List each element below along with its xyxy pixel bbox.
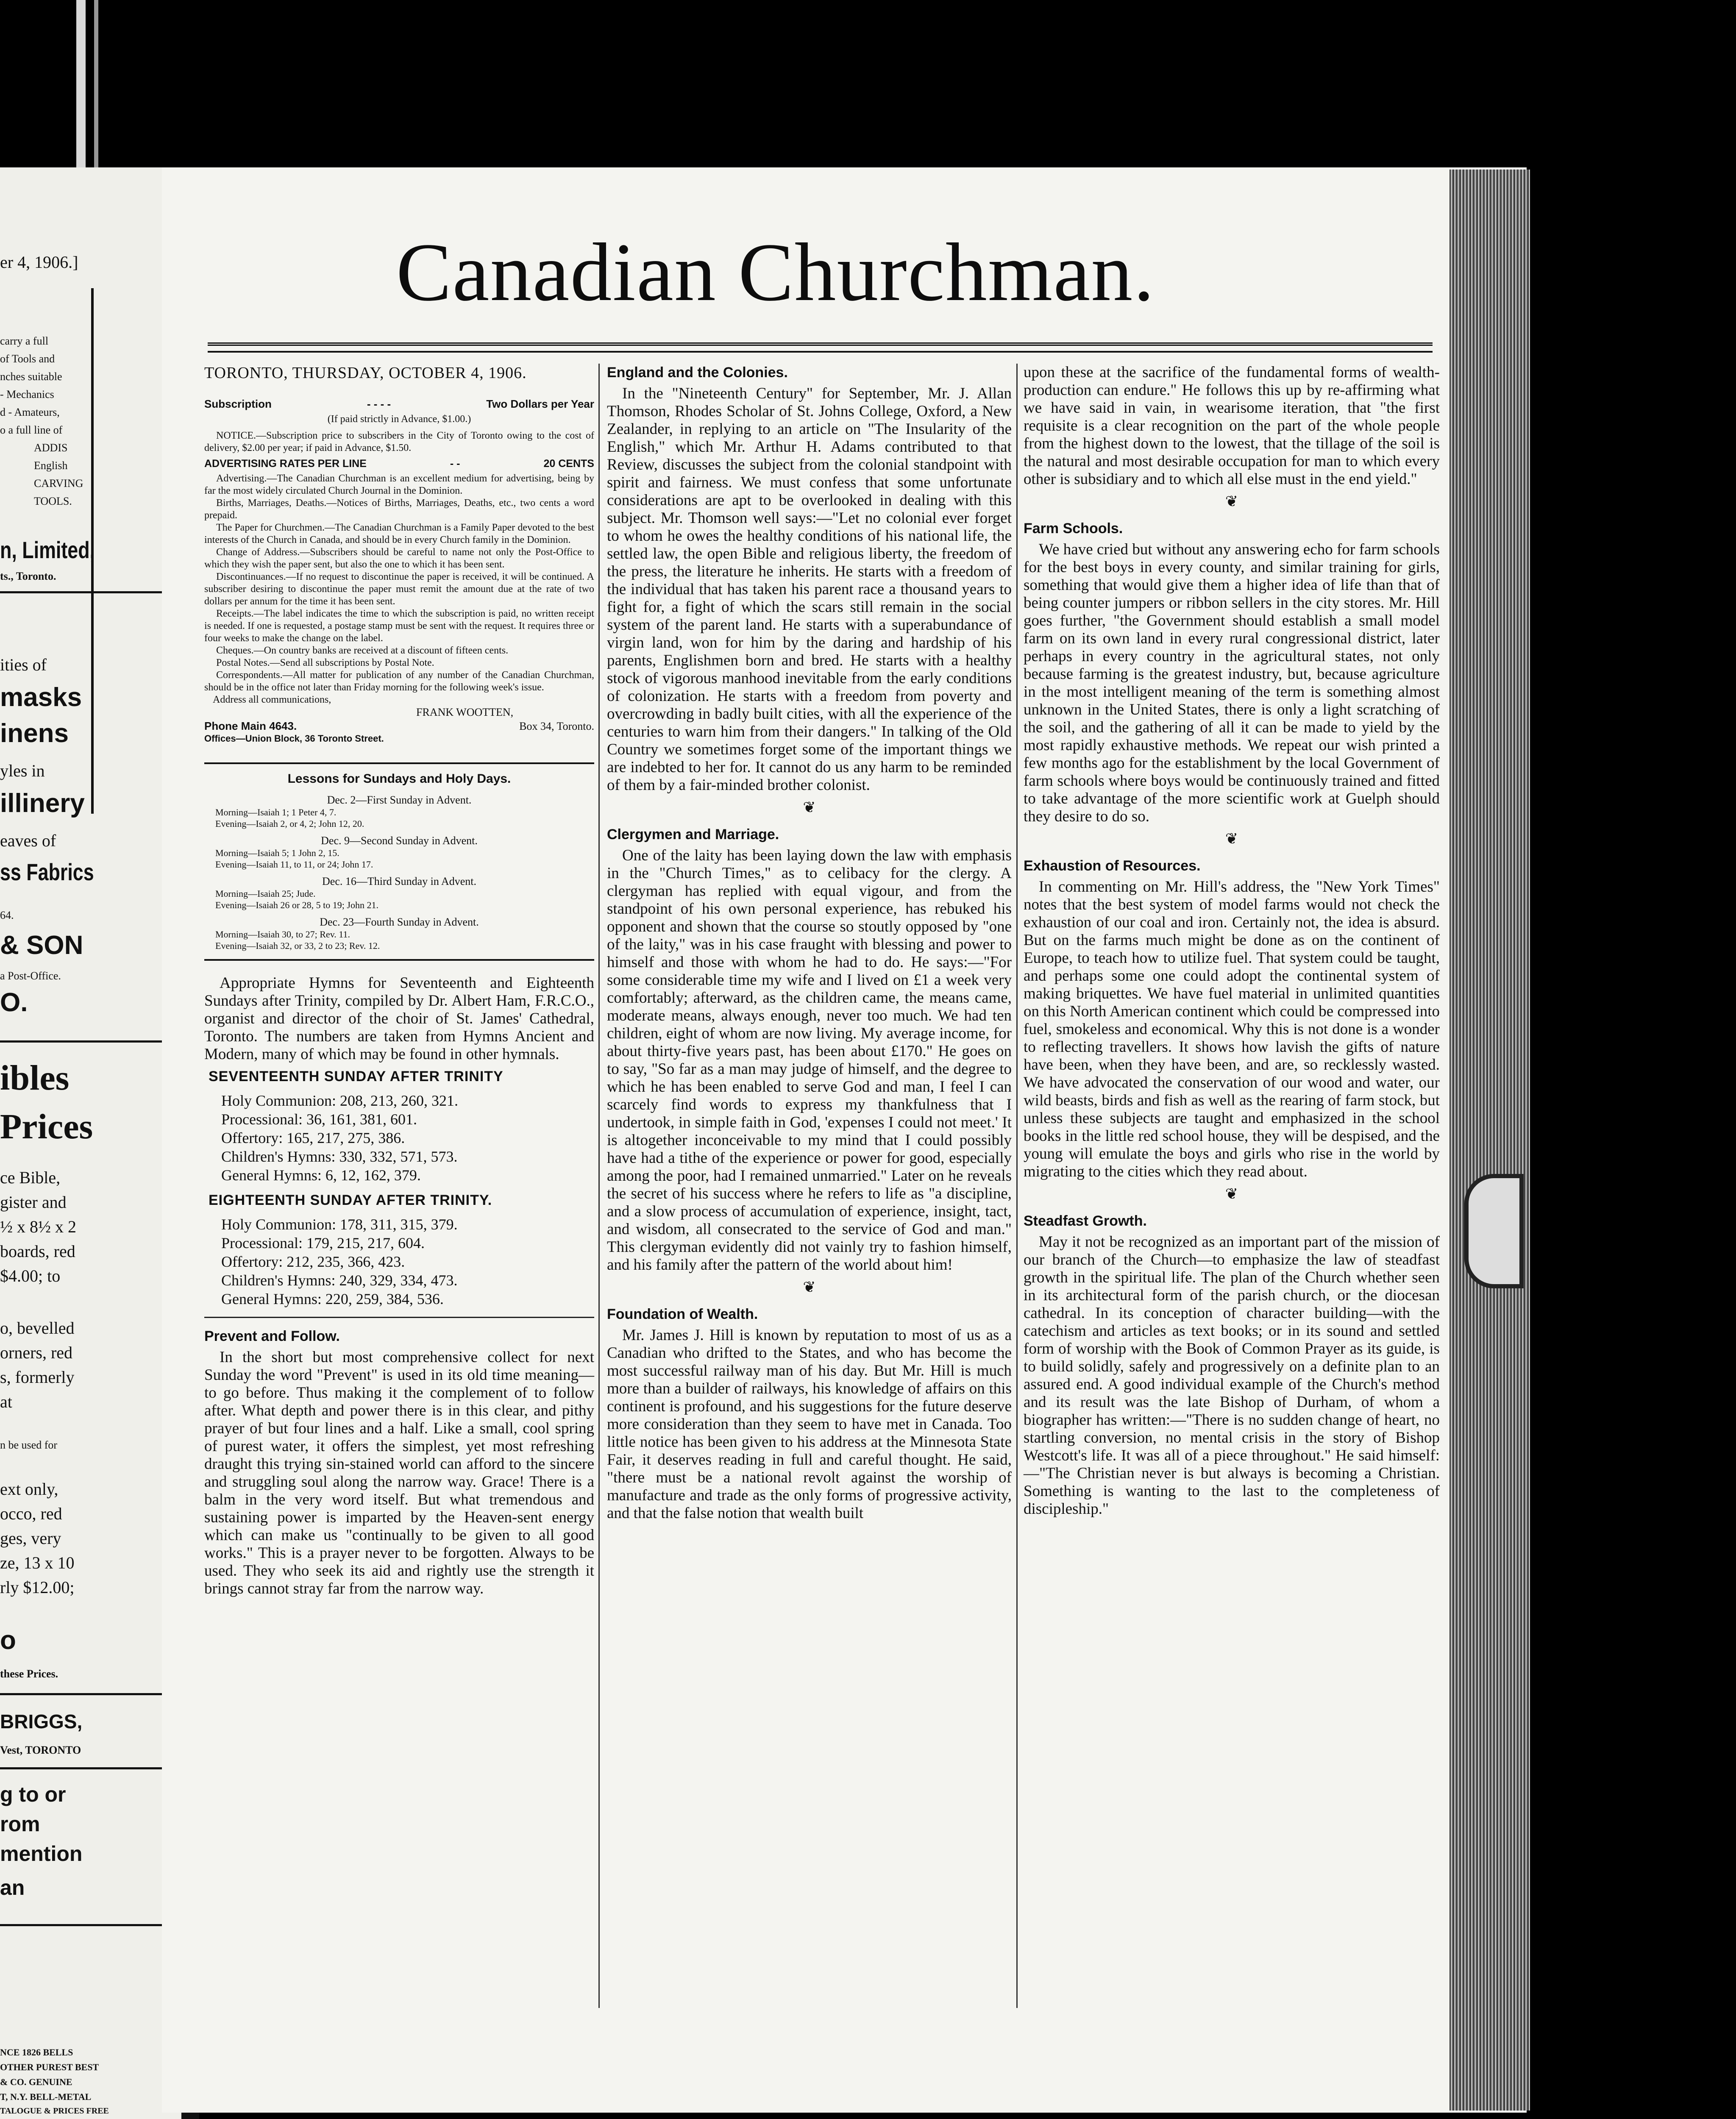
ad-fragment: ze, 13 x 10	[0, 1553, 75, 1572]
hymn-item: General Hymns: 220, 259, 384, 536.	[221, 1290, 444, 1307]
column-divider	[1016, 364, 1018, 2008]
hymn-item: Processional: 179, 215, 217, 604.	[221, 1235, 425, 1251]
ad-fragment: mention	[0, 1842, 83, 1866]
ornament: ❦	[1225, 493, 1238, 510]
facing-page-fragment	[0, 167, 181, 2119]
column-3	[1024, 364, 1440, 1518]
ad-fragment: occo, red	[0, 1504, 62, 1523]
ad-line: - Mechanics	[0, 388, 54, 400]
ad-fragment: ts., Toronto.	[0, 570, 56, 582]
masthead-title: Canadian Churchman.	[396, 226, 1155, 318]
subscription-label: Subscription	[204, 398, 272, 410]
hymn-heading: SEVENTEENTH SUNDAY AFTER TRINITY	[209, 1068, 504, 1085]
ad-fragment: Vest, TORONTO	[0, 1744, 81, 1756]
ad-fragment: masks	[0, 683, 82, 712]
ad-fragment: inens	[0, 719, 69, 748]
ad-fragment: OTHER PUREST BEST	[0, 2062, 99, 2072]
article-paragraph: In the short but most comprehensive collect for next Sunday the word "Prevent" is used in its old time meaning—to go before. Thus making it the complement of to follow after. What depth and power there is in this clear, and pithy prayer of but four lines and a half. Like a small, cool spring of purest water, it offers the simplest, yet most refreshing draught this trying sin-stained world can afford to the sincere and struggling soul along the narrow way. Grace! There is a balm in the very word itself. But what tremendous and sustaining power is imparted by the Heaven-sent energy which can make us "continually to be given to all good works." This is a prayer never to be forgotten. Always to be used. They who seek its aid and rightly use the strength it brings cannot stray far from the narrow way.	[204, 1349, 594, 1597]
terms-list	[204, 473, 594, 745]
terms-paragraph: Advertising.—The Canadian Churchman is an excellent medium for advertising, being by far the most widely circulated Church Journal in the Dominion.	[204, 473, 594, 496]
ad-fragment: 64.	[0, 909, 14, 921]
page-edges	[1449, 170, 1530, 2111]
ad-line: carry a full	[0, 335, 49, 347]
ad-fragment: illinery	[0, 789, 85, 818]
ad-fragment: & SON	[0, 931, 83, 960]
ad-line: English	[34, 459, 68, 472]
advance-price: (If paid strictly in Advance, $1.00.)	[327, 414, 471, 425]
lessons-box	[204, 762, 594, 961]
hymn-item: Processional: 36, 161, 381, 601.	[221, 1111, 417, 1128]
ad-fragment: rom	[0, 1812, 40, 1836]
article-heading: Clergymen and Marriage.	[607, 826, 779, 843]
article-paragraph: Mr. James J. Hill is known by reputation to most of us as a Canadian who drifted to the States, and who has become the most successful railway man of his day. But Mr. Hill is much more than a builder of railways, his knowledge of affairs on this continent is profound, and his suggestions for the future deserve more consideration than they seem to have met in Canada. Too little notice has been given to his address at the Minnesota State Fair, it deserves reading in full and careful thought. He said, "there must be a national revolt against the worship of manufacture and trade as the only forms of progressive activity, and that the false notion that wealth built	[607, 1326, 1012, 1522]
ad-fragment: ibles	[0, 1058, 70, 1098]
terms-paragraph: Discontinuances.—If no request to discontinue the paper is received, it will be continued. A subscriber desiring to discontinue the paper must remit the amount due at the rate of two dollars per annum for the time it has been sent.	[204, 571, 594, 607]
address-line: Address all communications,	[213, 694, 331, 705]
dateline: TORONTO, THURSDAY, OCTOBER 4, 1906.	[204, 364, 527, 382]
ornament: ❦	[803, 799, 816, 816]
ad-fragment: ext only,	[0, 1479, 58, 1499]
lesson-entry	[204, 916, 594, 951]
ad-fragment: & CO. GENUINE	[0, 2077, 72, 2087]
ad-fragment: ges, very	[0, 1529, 61, 1548]
column-1	[204, 364, 594, 1598]
article-heading: Exhaustion of Resources.	[1024, 858, 1201, 874]
ad-fragment: T, N.Y. BELL-METAL	[0, 2091, 92, 2102]
editor-name: FRANK WOOTTEN,	[416, 706, 514, 718]
lesson-morning: Morning—Isaiah 1; 1 Peter 4, 7.	[215, 807, 337, 818]
ad-fragment: n, Limited,	[0, 537, 95, 563]
terms-paragraph: The Paper for Churchmen.—The Canadian Churchman is a Family Paper devoted to the best interests of the Church in Canada, and should be in every Church family in the Dominion.	[204, 522, 594, 545]
ad-line: ADDIS	[34, 442, 68, 454]
terms-paragraph: Births, Marriages, Deaths.—Notices of Births, Marriages, Deaths, etc., two cents a word prepaid.	[204, 498, 594, 521]
article-heading: Farm Schools.	[1024, 520, 1123, 537]
hymn-item: Holy Communion: 208, 213, 260, 321.	[221, 1092, 459, 1109]
hymn-heading: EIGHTEENTH SUNDAY AFTER TRINITY.	[209, 1192, 492, 1208]
binding-clip	[1464, 1174, 1524, 1288]
ad-fragment: these Prices.	[0, 1668, 58, 1680]
hymn-item: Offertory: 212, 235, 366, 423.	[221, 1253, 405, 1270]
ad-fragment: $4.00; to	[0, 1266, 61, 1285]
lesson-evening: Evening—Isaiah 32, or 33, 2 to 23; Rev. 12.	[215, 940, 380, 951]
ad-fragment: at	[0, 1392, 12, 1411]
hymn-item: Children's Hymns: 240, 329, 334, 473.	[221, 1272, 458, 1289]
ornament: ❦	[1225, 830, 1238, 847]
column-2	[607, 364, 1012, 1522]
ad-fragment: s, formerly	[0, 1368, 75, 1387]
ad-fragment: Prices	[0, 1107, 93, 1146]
hymn-group	[204, 1215, 594, 1308]
ad-line: CARVING	[34, 477, 83, 489]
ad-line: d - Amateurs,	[0, 406, 60, 418]
hymn-group	[204, 1091, 594, 1185]
ad-fragment: o	[0, 1626, 16, 1655]
hymn-item: General Hymns: 6, 12, 162, 379.	[221, 1167, 421, 1184]
ad-fragment: yles in	[0, 761, 45, 780]
ad-fragment: n be used for	[0, 1439, 58, 1451]
ad-rates-dots: - -	[450, 458, 460, 470]
ad-fragment: g to or	[0, 1783, 66, 1806]
lesson-entry	[204, 834, 594, 870]
box-address: Box 34, Toronto.	[519, 720, 594, 732]
ad-rates-price: 20 CENTS	[543, 458, 594, 470]
ad-fragment: a Post-Office.	[0, 970, 61, 982]
ornament: ❦	[1225, 1185, 1238, 1202]
ad-fragment: ities of	[0, 655, 47, 674]
terms-paragraph: Cheques.—On country banks are received at a discount of fifteen cents.	[216, 645, 509, 656]
ad-fragment: gister and	[0, 1193, 67, 1212]
ad-fragment: boards, red	[0, 1242, 75, 1261]
hymn-item: Holy Communion: 178, 311, 315, 379.	[221, 1216, 458, 1233]
facing-page-date: er 4, 1906.]	[0, 253, 78, 272]
lesson-morning: Morning—Isaiah 30, to 27; Rev. 11.	[215, 929, 350, 940]
masthead-rule	[208, 342, 1433, 353]
article-heading: Prevent and Follow.	[204, 1328, 340, 1344]
terms-paragraph: Receipts.—The label indicates the time to which the subscription is paid, no written receipt is needed. If one is requested, a postage stamp must be sent with the request. It requires three or four weeks to make the change on the label.	[204, 608, 594, 644]
article-paragraph: In commenting on Mr. Hill's address, the "New York Times" notes that the best system of model farms would not check the exhaustion of our coal and iron. Certainly not, the idea is absurd. But on the farms much might be done as on the continent of Europe, to teach how to utilize fuel. That system could be taught, and perhaps some one could adopt the continental system of making briquettes. We have fuel material in unlimited quantities on this North American continent which could be compressed into fuel, smokeless and economical. Why this is not done is a wonder to reflecting travellers. It shows how lavish the gifts of nature have been, when they have been, and are, so recklessly wasted. We have advocated the conservation of our wood and water, our wild beasts, birds and fish as well as the rearing of farm stock, but unless these subjects are taught and emphasized in the school books in the little red school house, they will be despised, and the young will emulate the boys and girls who rise in the world by migrating to the cities which they read about.	[1024, 878, 1440, 1180]
ad-fragment: o, bevelled	[0, 1318, 75, 1338]
lesson-entry	[204, 875, 594, 911]
terms-paragraph: Change of Address.—Subscribers should be careful to name not only the Post-Office to which they wish the paper sent, but also the one to which it has been sent.	[204, 547, 594, 570]
ad-fragment: orners, red	[0, 1343, 73, 1362]
phone-number: Phone Main 4643.	[204, 720, 297, 732]
article-paragraph: In the "Nineteenth Century" for September, Mr. J. Allan Thomson, Rhodes Scholar of St. Johns College, Oxford, a New Zealander, in replying to an article on "The Insularity of the English," which Mr. Arthur H. Adams contributed to that Review, discusses the subject from the colonial standpoint with spirit and fairness. We must confess that some unfortunate considerations are apt to be overlooked in dealing with this subject. Mr. Thomson well says:—"Let no colonial ever forget to whom he owes the healthy conditions of his national life, the settled law, the open Bible and religious liberty, the freedom of the press, the literature he inherits. He starts with a freedom of the individual that has taken his parent race a thousand years to fight for, a fight of which the scars still remain in the social system of the parent land. He starts with a superabundance of virgin land, won for him by the daring and hardship of his parents, Englishmen born and bred. He starts with a healthy stock of vigorous manhood inevitable from the early conditions of colonization. He starts with a freedom from poverty and overcrowding in badly built cities, with all the experience of the centuries to warn him from their dangers." In talking of the Old Country we sometimes forget some of the important things we are indebted to her for. It cannot do us any harm to be reminded of them by a fair-minded brother colonist.	[607, 385, 1012, 794]
article-heading: Foundation of Wealth.	[607, 1306, 758, 1322]
ad-line: of Tools and	[0, 353, 55, 365]
article-paragraph: One of the laity has been laying down the law with emphasis in the "Church Times," as to celibacy for the clergy. A clergyman has replied with equal vigour, and from the standpoint of his own personal experience, has rebuked his opponent and shown that the course so stoutly opposed by "one of the laity," was in his case fraught with blessing and power to himself and those with whom he had to do. He says:—"For some considerable time my wife and I lived on £1 a week very comfortably; afterward, as the children came, the means came, moderate means, always enough, never too much. We had ten children, eight of whom are now living. My average income, for about thirty-five years past, has been about £170." He goes on to say, "So far as a man may judge of himself, and the degree to which he has been enabled to serve God and man, I feel I can scarcely find words to express my thankfulness that I undertook, in simple faith in God, 'expenses I could not meet.' It is altogether inconceivable to my mind that I could possibly have had a tithe of the experience or power for good, especially among the poor, had I remained unmarried." Later on he reveals the secret of his success where he refers to life as "a discipline, and a slow process of accumulation of experience, insight, tact, and wisdom, all consecrated to the service of God and man." This clergyman evidently did not vainly try to fashion himself, and his family after the pattern of the world about him!	[607, 847, 1012, 1274]
ad-fragment: eaves of	[0, 831, 56, 850]
offices-address: Offices—Union Block, 36 Toronto Street.	[204, 733, 384, 744]
ornament: ❦	[803, 1279, 816, 1296]
article-heading: Steadfast Growth.	[1024, 1213, 1147, 1229]
ad-fragment: an	[0, 1876, 25, 1899]
lesson-entry	[204, 794, 594, 829]
ad-fragment: rly $12.00;	[0, 1578, 75, 1597]
article-heading: England and the Colonies.	[607, 364, 788, 381]
lesson-evening: Evening—Isaiah 2, or 4, 2; John 12, 20.	[215, 818, 364, 829]
ad-fragment: ce Bible,	[0, 1168, 61, 1187]
ad-fragment: TALOGUE & PRICES FREE	[0, 2106, 109, 2116]
lesson-title: Dec. 16—Third Sunday in Advent.	[322, 875, 476, 887]
article-paragraph: We have cried but without any answering echo for farm schools for the best boys in every county, and similar training for girls, something that would give them a higher idea of life than that of being counter jumpers or ribbon sellers in the city stores. Mr. Hill goes further, "the Government should establish a small model farm on its own land in every rural congressional district, later perhaps in every country in the agricultural states, not only because farming is the greatest industry, but, because agriculture in the most intelligent meaning of the term is something almost unknown in the United States, there is only a light scratching of the soil, and the gathering of all it can be made to yield by the most rapidly exhaustive methods. We repeat our wish printed a few months ago for the establishment by the local Government of farm schools where boys would be continuously trained and fitted to take advantage of the more scientific work at Guelph should they desire to do so.	[1024, 541, 1440, 825]
lesson-evening: Evening—Isaiah 26 or 28, 5 to 19; John 21.	[215, 900, 378, 910]
lesson-morning: Morning—Isaiah 5; 1 John 2, 15.	[215, 848, 339, 858]
ad-fragment: BRIGGS,	[0, 1710, 83, 1732]
subscription-notice	[204, 398, 594, 745]
ad-fragment: O.	[0, 988, 28, 1017]
terms-paragraph: Correspondents.—All matter for publication of any number of the Canadian Churchman, should be in the office not later than Friday morning for the following week's issue.	[204, 670, 594, 693]
hymn-item: Offertory: 165, 217, 275, 386.	[221, 1129, 405, 1146]
column-divider	[598, 364, 600, 2008]
ad-rates-label: ADVERTISING RATES PER LINE	[204, 458, 367, 470]
hymns-intro: Appropriate Hymns for Seventeenth and Eighteenth Sundays after Trinity, compiled by Dr. Albert Ham, F.R.C.O., organist and director of the choir of St. James' Cathedral, Toronto. The numbers are taken from Hymns Ancient and Modern, many of which may be found in other hymnals.	[204, 974, 594, 1063]
ad-line: TOOLS.	[34, 495, 72, 507]
hymns-section	[204, 974, 594, 1598]
hymn-item: Children's Hymns: 330, 332, 571, 573.	[221, 1148, 458, 1165]
lesson-morning: Morning—Isaiah 25; Jude.	[215, 888, 316, 899]
ad-line: nches suitable	[0, 370, 62, 383]
subscription-price: Two Dollars per Year	[486, 398, 594, 410]
article-paragraph: May it not be recognized as an important part of the mission of our branch of the Church—to emphasize the law of steadfast growth in the spiritual life. The plan of the Church whether seen in its architectural form of the parish church, or the diocesan cathedral. In its conception of character building—with the catechism and articles as text books; or in its sound and settled form of worship with the Book of Common Prayer as its guide, is to build solidly, safely and progressively on a definite plan to an assured end. A good individual example of the Church's method and its result was the late Bishop of Durham, of whom a biographer has written:—"There is no sudden change of heart, no startling conversion, no mental crisis in the story of Bishop Westcott's life. It was all of a piece throughout." He said himself:—"The Christian never is but always is becoming a Christian. Something is wanting to the last to the completeness of discipleship."	[1024, 1233, 1440, 1518]
lessons-title: Lessons for Sundays and Holy Days.	[287, 772, 511, 786]
subscription-dots: - - - -	[367, 398, 391, 410]
ad-fragment: ½ x 8½ x 2	[0, 1217, 76, 1236]
lesson-title: Dec. 23—Fourth Sunday in Advent.	[320, 916, 479, 928]
terms-paragraph: Postal Notes.—Send all subscriptions by Postal Note.	[216, 657, 434, 668]
lesson-title: Dec. 2—First Sunday in Advent.	[327, 794, 472, 806]
lesson-evening: Evening—Isaiah 11, to 11, or 24; John 17.	[215, 859, 373, 870]
ad-fragment: ss Fabrics	[0, 859, 94, 885]
ad-fragment: NCE 1826 BELLS	[0, 2047, 73, 2058]
article-paragraph: upon these at the sacrifice of the fundamental forms of wealth-production can endure." He follows this up by re-affirming what we have said in vain, in wearisome iteration, that "the first requisite is a clear recognition on the part of the whole people from the highest down to the lowest, that the tillage of the soil is the natural and most desirable occupation for man to which every other is subsidiary and to which all else must in the end yield."	[1024, 364, 1440, 488]
city-notice: NOTICE.—Subscription price to subscribers in the City of Toronto owing to the cost of delivery, $2.00 per year; if paid in Advance, $1.50.	[204, 430, 594, 453]
ad-line: o a full line of	[0, 424, 63, 436]
lesson-title: Dec. 9—Second Sunday in Advent.	[321, 834, 478, 847]
